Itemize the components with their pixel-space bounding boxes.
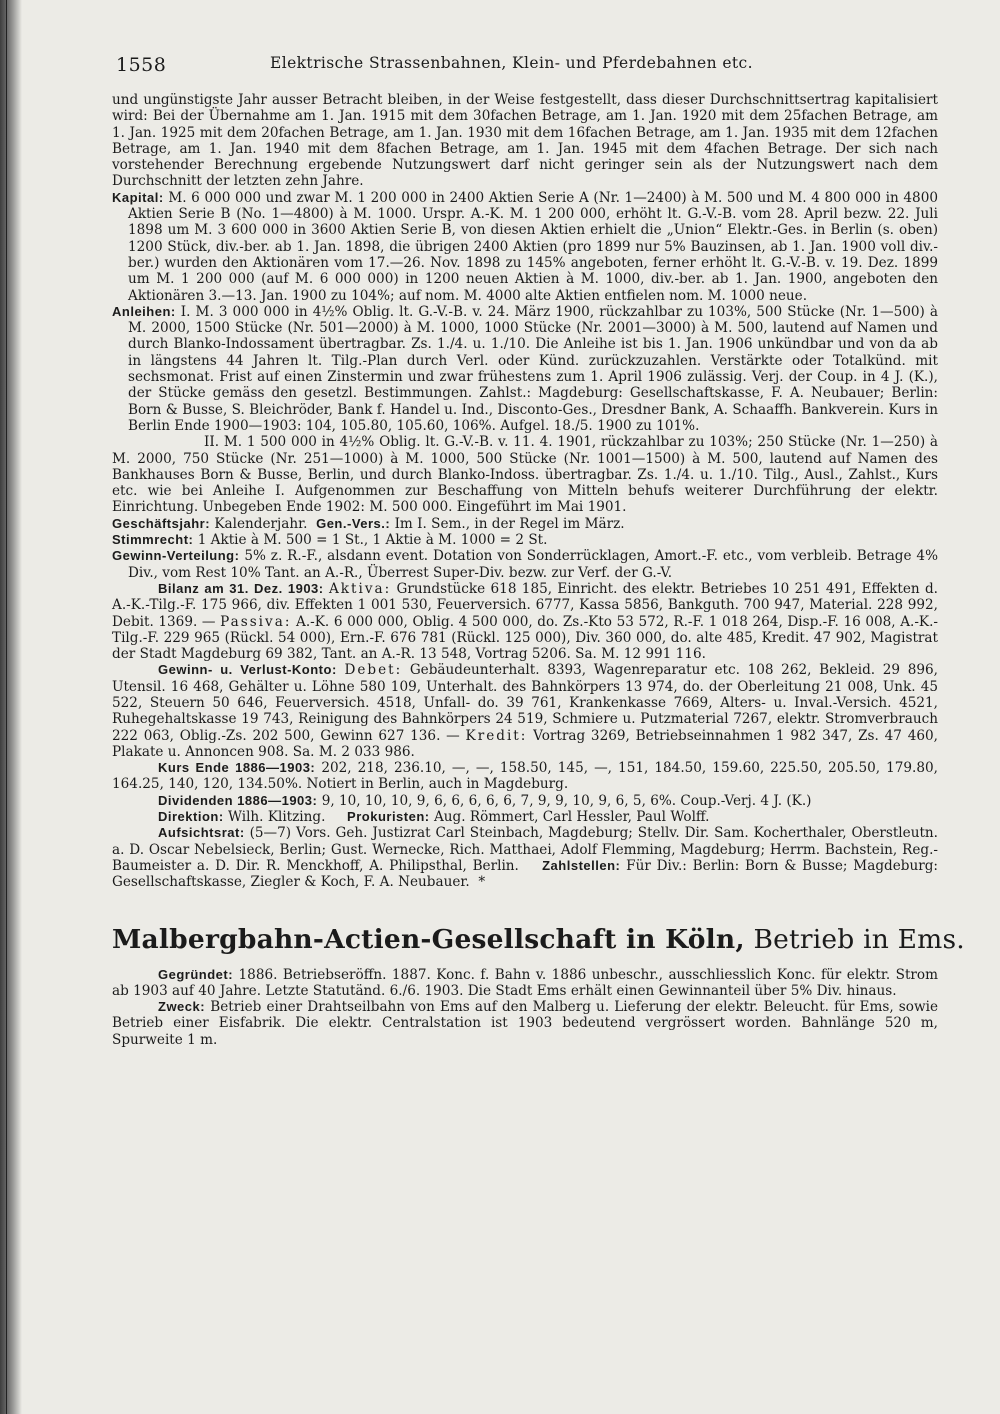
genvers-label: Gen.-Vers.: (316, 515, 391, 531)
genvers-text: Im I. Sem., in der Regel im März. (394, 515, 625, 532)
running-header: Elektrische Strassenbahnen, Klein- und Pferdebahnen etc. (270, 54, 753, 72)
aktiva-text: Grundstücke 618 185, Einricht. des elektr. Betriebes 10 251 491, Effekten d. A.-K.-Tilg.-F. 175 966, div. Effekten 1 001 530, Feuerversich. 6777, Kassa 5856, Bankguth. 700 947, Material. 228 992, Debit. 1369. — (112, 580, 939, 630)
anleihen-text-1: I. M. 3 000 000 in 4½% Oblig. lt. G.-V.-B. v. 24. März 1900, rückzahlbar zu 103%, 500 Stücke (Nr. 1—500) à M. 2000, 1500 Stücke (Nr. 501—2000) à M. 1000, 1000 Stücke (Nr. 2001—3000) à M. 500, lautend auf Namen und durch Blanko-Indossament übertragbar. Zs. 1./4. u. 1./10. Die Anleihe ist bis 1. Jan. 1906 unkündbar und von da ab in längstens 44 Jahren lt. Tilg.-Plan durch Verl. oder Künd. zurückzuzahlen. Verstärkte oder Totalkünd. mit sechsmonat. Frist auf einen Zinstermin und zwar frühestens zum 1. April 1906 zulässig. Verj. der Coup. in 4 J. (K.), der Stücke gemäss den gesetzl. Bestimmungen. Zahlst.: Magdeburg: Gesellschaftskasse, F. A. Neubauer; Berlin: Born & Busse, S. Bleichröder, Bank f. Handel u. Ind., Disconto-Ges., Dresdner Bank, A. Schaaffh. Bankverein. Kurs in Berlin Ende 1900—1903: 104, 105.80, 105.60, 106%. Aufgel. 18./5. 1900 zu 101%. (128, 303, 938, 434)
prokuristen-text: Aug. Römmert, Carl Hessler, Paul Wolff. (433, 809, 710, 826)
dividenden-text: 9, 10, 10, 10, 9, 6, 6, 6, 6, 6, 7, 9, 9, 10, 9, 6, 5, 6%. Coup.-Verj. 4 J. (K.) (321, 792, 812, 809)
company-subtitle: Betrieb in Ems. (753, 923, 965, 955)
dividenden-entry (112, 793, 938, 809)
guv-entry (112, 662, 938, 760)
binding-line (6, 0, 7, 1414)
geschaeftsjahr-text: Kalenderjahr. (214, 515, 308, 532)
geschaeftsjahr-entry (112, 516, 938, 532)
kapital-entry (112, 190, 938, 304)
intro-paragraph: und ungünstigste Jahr ausser Betracht bleiben, in der Weise festgestellt, dass dieser Durchschnittsertrag kapitalisiert wird: Bei der Übernahme am 1. Jan. 1915 mit dem 30fachen Betrage, am 1. Jan. 1920 mit dem 25fachen Betrage, am 1. Jan. 1925 mit dem 20fachen Betrage, am 1. Jan. 1930 mit dem 16fachen Betrage, am 1. Jan. 1935 mit dem 12fachen Betrage, am 1. Jan. 1940 mit dem 8fachen Betrage, am 1. Jan. 1945 mit dem 4fachen Betrage. Der sich nach vorstehender Berechnung ergebende Nutzungswert darf nicht geringer sein als der Nutzungswert nach dem Durchschnitt der letzten zehn Jahre. (112, 92, 938, 190)
kurs-text: 202, 218, 236.10, —, —, 158.50, 145, —, 151, 184.50, 159.60, 225.50, 205.50, 179.80, 164.25, 140, 120, 134.50%. Notiert in Berlin, auch in Magdeburg. (112, 760, 939, 793)
debet-label: Debet: (344, 662, 403, 679)
zahlstellen-text: Für Div.: Berlin: Born & Busse; Magdeburg: Gesellschaftskasse, Ziegler & Koch, F. A. Neubauer. (112, 857, 939, 891)
company-title: Malbergbahn-Actien-Gesellschaft in Köln, (112, 923, 745, 955)
anleihen-label: Anleihen: (112, 303, 176, 319)
prokuristen-label: Prokuristen: (347, 809, 430, 825)
gegruendet-text: 1886. Betriebseröffn. 1887. Konc. f. Bahn v. 1886 unbeschr., ausschliesslich Konc. für elektr. Strom ab 1903 auf 40 Jahre. Letzte Statutänd. 6./6. 1903. Die Stadt Ems erhält einen Gewinnanteil über 5% Div. hinaus. (112, 966, 938, 999)
aufsichtsrat-label: Aufsichtsrat: (158, 825, 245, 841)
page-header (112, 48, 938, 78)
stimmrecht-text: 1 Aktie à M. 500 = 1 St., 1 Aktie à M. 1000 = 2 St. (197, 532, 548, 549)
zweck-entry (112, 999, 938, 1048)
guv-label: Gewinn- u. Verlust-Konto: (158, 662, 337, 678)
main-text (112, 92, 938, 891)
zweck-label: Zweck: (158, 999, 206, 1015)
gegruendet-entry (112, 967, 938, 1000)
document-page (112, 48, 965, 1048)
kapital-text: M. 6 000 000 und zwar M. 1 200 000 in 2400 Aktien Serie A (Nr. 1—2400) à M. 500 und M. 4 800 000 in 4800 Aktien Serie B (No. 1—4800) à M. 1000. Urspr. A.-K. M. 1 200 000, erhöht lt. G.-V.-B. vom 28. April bezw. 22. Juli 1898 um M. 3 600 000 in 3600 Aktien Serie B, von diesen Aktien erhielt die „Union“ Elektr.-Ges. in Berlin (s. oben) 1200 Stück, div.-ber. ab 1. Jan. 1898, die übrigen 2400 Aktien (pro 1899 nur 5% Bauzinsen, ab 1. Jan. 1900 voll div.-ber.) wurden den Aktionären vom 17.—26. Nov. 1898 zu 145% angeboten, ferner erhöht lt. G.-V.-B. v. 19. Dez. 1899 um M. 1 200 000 (auf M. 6 000 000) in 1200 neuen Aktien à M. 1000, div.-ber. ab 1. Jan. 1900, angeboten den Aktionären 3.—13. Jan. 1900 zu 104%; auf nom. M. 4000 alte Aktien entfielen nom. M. 1000 neue. (128, 189, 938, 304)
direktion-entry (112, 809, 938, 825)
page-number: 1558 (116, 54, 167, 76)
gewinnverteilung-entry (112, 548, 938, 581)
kurs-label: Kurs Ende 1886—1903: (158, 760, 316, 776)
stimmrecht-entry (112, 532, 938, 548)
aufsichtsrat-entry (112, 825, 938, 890)
page-binding-edge (0, 0, 22, 1414)
bilanz-entry (112, 581, 938, 662)
aktiva-label: Aktiva: (328, 580, 392, 597)
gewinnverteilung-label: Gewinn-Verteilung: (112, 548, 240, 564)
zahlstellen-label: Zahlstellen: (542, 857, 621, 873)
direktion-label: Direktion: (158, 809, 224, 825)
company-heading (112, 923, 965, 955)
kapital-label: Kapital: (112, 189, 164, 205)
stimmrecht-label: Stimmrecht: (112, 532, 194, 548)
bilanz-label: Bilanz am 31. Dez. 1903: (158, 580, 324, 596)
company-text (112, 967, 938, 1048)
zweck-text: Betrieb einer Drahtseilbahn von Ems auf den Malberg u. Lieferung der elektr. Beleucht. für Ems, sowie Betrieb einer Eisfabrik. Die elektr. Centralstation ist 1903 bedeutend vergrössert worden. Bahnlänge 520 m, Spurweite 1 m. (112, 999, 938, 1048)
passiva-label: Passiva: (220, 613, 292, 630)
dividenden-label: Dividenden 1886—1903: (158, 792, 318, 808)
anleihen-text-2: II. M. 1 500 000 in 4½% Oblig. lt. G.-V.-B. v. 11. 4. 1901, rückzahlbar zu 103%; 250 Stücke (Nr. 1—250) à M. 2000, 750 Stücke (Nr. 251—1000) à M. 1000, 500 Stücke (Nr. 1001—1500) à M. 500, lautend auf Namen des Bankhauses Born & Busse, Berlin, und durch Blanko-Indoss. übertragbar. Zs. 1./4. u. 1./10. Tilg., Ausl., Zahlst., Kurs etc. wie bei Anleihe I. Aufgenommen zur Beschaffung von Mitteln behufs weiterer Durchführung der elektr. Einrichtung. Unbegeben Ende 1902: M. 500 000. Eingeführt im Mai 1901. (112, 434, 938, 516)
aufsichtsrat-text: (5—7) Vors. Geh. Justizrat Carl Steinbach, Magdeburg; Stellv. Dir. Sam. Kocherthaler, Oberstleutn. a. D. Oscar Nebelsieck, Berlin; Gust. Wernecke, Rich. Matthaei, Adolf Flemming, Magdeburg; Herrm. Bachstein, Reg.-Baumeister a. D. Dir. R. Menckhoff, A. Philipsthal, Berlin. (112, 825, 938, 874)
gewinnverteilung-text: 5% z. R.-F., alsdann event. Dotation von Sonderrücklagen, Amort.-F. etc., vom verbleib. Betrage 4% Div., vom Rest 10% Tant. an A.-R., Überrest Super-Div. bezw. zur Verf. der G.-V. (128, 548, 938, 581)
geschaeftsjahr-label: Geschäftsjahr: (112, 515, 211, 531)
passiva-text: A.-K. 6 000 000, Oblig. 4 500 000, do. Zs.-Kto 53 572, R.-F. 1 018 264, Disp.-F. 16 008, A.-K.-Tilg.-F. 229 965 (Rückl. 54 000), Ern.-F. 676 781 (Rückl. 125 000), Div. 360 000, do. alte 485, Kredit. 47 902, Magistrat der Stadt Magdeburg 69 382, Tant. an A.-R. 13 548, Vortrag 5206. Sa. M. 12 991 116. (112, 613, 938, 663)
debet-text: Gebäudeunterhalt. 8393, Wagenreparatur etc. 108 262, Bekleid. 29 896, Utensil. 16 468, Gehälter u. Löhne 580 109, Unterhalt. des Bahnkörpers 13 974, do. der Oberleitung 21 008, Unk. 45 522, Steuern 50 646, Feuerversich. 4518, Unfall- do. 39 761, Krankenkasse 7669, Alters- u. Inval.-Versich. 4521, Ruhegehaltskasse 19 743, Reinigung des Bahnkörpers 24 519, Schmiere u. Putzmaterial 7267, elektr. Stromverbrauch 222 063, Oblig.-Zs. 202 500, Gewinn 627 136. — (112, 662, 938, 744)
kredit-label: Kredit: (465, 727, 528, 744)
gegruendet-label: Gegründet: (158, 966, 234, 982)
direktion-text: Wilh. Klitzing. (228, 809, 326, 826)
anleihen-entry-2 (112, 434, 938, 515)
kurs-entry (112, 760, 938, 793)
footnote-mark: * (478, 874, 486, 891)
kredit-text: Vortrag 3269, Betriebseinnahmen 1 982 347, Zs. 47 460, Plakate u. Annoncen 908. Sa. M. 2 033 986. (112, 727, 938, 760)
anleihen-entry (112, 304, 938, 434)
